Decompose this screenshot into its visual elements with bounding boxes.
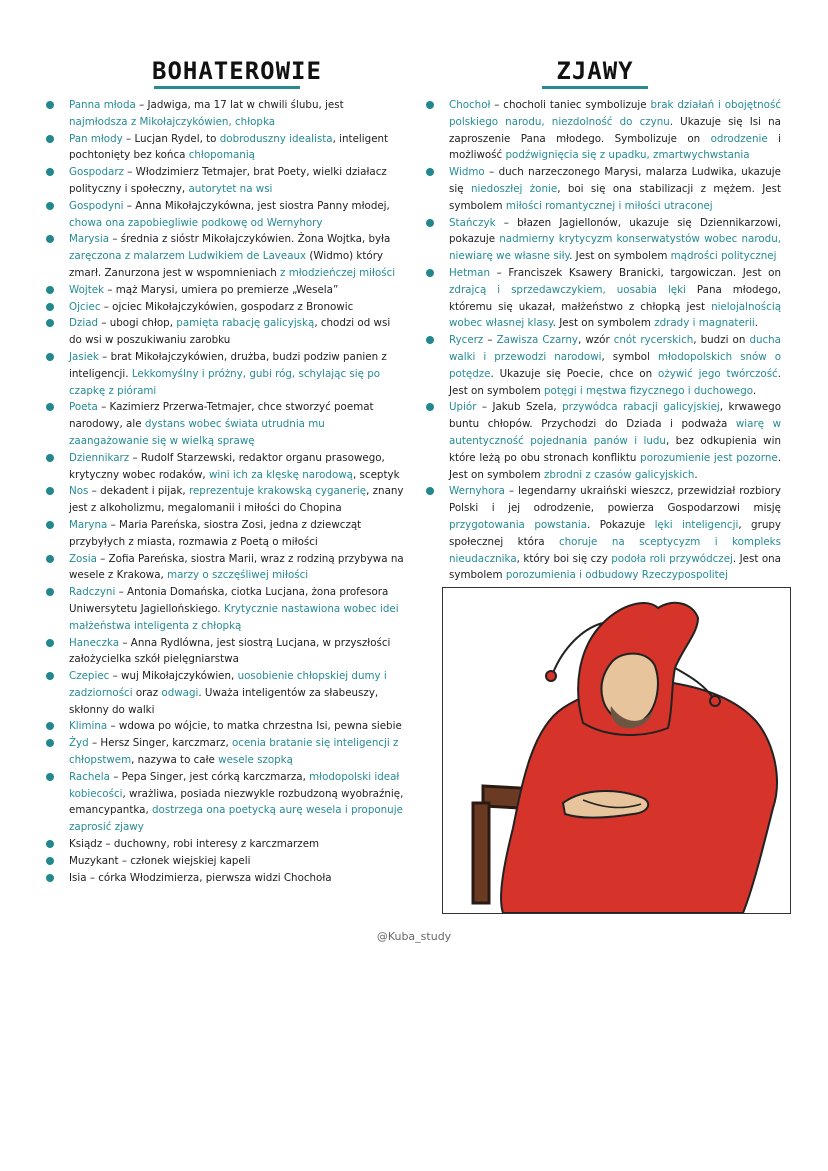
character-entry <box>46 718 404 735</box>
highlighted-text: porozumienia i odbudowy Rzeczypospolitej <box>505 569 728 582</box>
entry-text: – błazen Jagiellonów, ukazuje się Dziennikarzowi, pokazuje <box>449 216 781 246</box>
entry-text: – <box>483 334 497 347</box>
bullet-dot <box>46 101 54 109</box>
bullet-dot <box>46 403 54 411</box>
entry-text: – Zofia Pareńska, siostra Marii, wraz z rodziną przybywa na wesele z Krakowa, <box>69 552 404 582</box>
bullet-dot <box>46 303 54 311</box>
entry-text: – Rudolf Starzewski, redaktor organu prasowego, krytyczny wobec rodaków, <box>69 451 385 481</box>
highlighted-text: brak działań i obojętność polskiego narodu, niezdolność do czynu <box>449 99 781 128</box>
entry-text: . Jest on symbolem <box>569 250 671 263</box>
entry-text: , który boi się czy <box>516 552 612 565</box>
entry-text: , bez odkupienia win które leżą po obu stronach konfliktu <box>449 434 781 464</box>
entry-name: Nos <box>69 485 89 498</box>
author-credit: @Kuba_study <box>376 930 452 943</box>
bullet-dot <box>46 773 54 781</box>
entry-name: Żyd <box>69 737 89 750</box>
heading-underline <box>154 86 300 89</box>
highlighted-text: zbrodni z czasów galicyjskich <box>543 468 695 481</box>
entry-name: Marysia <box>69 233 110 246</box>
highlighted-text: przywódca rabacji galicyjskiej <box>562 401 720 414</box>
bullet-dot <box>426 101 434 109</box>
entry-text: , sceptyk <box>353 468 400 481</box>
bullet-dot <box>46 874 54 882</box>
highlighted-text: nielojalnością wobec własnej klasy <box>449 300 781 330</box>
entry-name: Ksiądz <box>69 838 103 851</box>
apparition-entry <box>426 215 781 265</box>
highlighted-text: podźwignięcia się z upadku, zmartwychwstania <box>505 149 750 162</box>
apparition-entry <box>426 265 781 332</box>
highlighted-text: odwagi <box>161 686 199 699</box>
highlighted-text: zdrady i magnaterii <box>654 317 755 330</box>
entry-name: Rycerz <box>449 334 484 347</box>
entry-name: Wojtek <box>69 283 105 296</box>
entry-name: Maryna <box>69 518 108 531</box>
apparitions-heading-text: ZJAWY <box>556 57 634 85</box>
entry-text: – Hersz Singer, karczmarz, <box>88 737 232 750</box>
entry-text: . <box>694 468 698 481</box>
entry-text: , budzi on <box>693 334 750 347</box>
character-entry <box>46 584 404 634</box>
entry-name: Dziad <box>69 317 99 330</box>
entry-name: Jasiek <box>69 350 99 363</box>
entry-name: Klimina <box>69 720 108 733</box>
entry-text: – legendarny ukraiński wieszcz, przewidział rozbiory Polski i jej odrodzenie, powierza Gospodarzowi misję <box>449 485 781 515</box>
entry-text: – Anna Rydlówna, jest siostrą Lucjana, w przyszłości założycielka szkół pielęgniarstwa <box>69 636 391 666</box>
entry-name: Wernyhora <box>449 485 505 498</box>
entry-name: Gospodyni <box>69 199 124 212</box>
entry-text: , inteligent pochtonięty bez końca <box>69 132 389 162</box>
entry-text: . <box>752 384 757 397</box>
entry-name: Upiór <box>449 401 477 414</box>
bullet-dot <box>46 739 54 747</box>
highlighted-text: mądrości politycznej <box>670 250 777 263</box>
apparitions-heading <box>542 57 648 89</box>
character-entry <box>46 668 404 718</box>
highlighted-text: ożywić jego twórczość <box>658 367 778 380</box>
hands <box>563 791 648 818</box>
entry-name: Zosia <box>69 552 97 565</box>
apparition-entry <box>426 483 781 584</box>
characters-heading-text: BOHATEROWIE <box>152 57 322 85</box>
entry-name: Rachela <box>69 770 110 783</box>
bullet-dot <box>46 319 54 327</box>
character-entry <box>46 450 404 484</box>
entry-text: . <box>754 317 759 330</box>
entry-name: Dziennikarz <box>69 451 130 464</box>
highlighted-text: choruje na sceptycyzm i kompleks nieudacznika <box>449 535 782 565</box>
entry-name: Muzykant <box>69 854 119 867</box>
entry-text: . Jest on symbolem <box>449 451 781 481</box>
characters-heading <box>152 57 322 89</box>
highlighted-text: młodopolskich snów o potędze <box>449 350 782 380</box>
entry-text: – mąż Marysi, umiera po premierze „Wesela” <box>104 283 339 296</box>
entry-text: . Pokazuje <box>587 518 655 531</box>
bullet-dot <box>426 487 434 495</box>
entry-text: – ubogi chłop, <box>98 317 177 330</box>
bullet-dot <box>46 521 54 529</box>
entry-name: Czepiec <box>69 670 110 683</box>
bullet-dot <box>46 168 54 176</box>
entry-text: . Ukazuje się Isi na zaproszenie Pana młodego. Symbolizuje on <box>449 115 781 145</box>
character-entry <box>46 198 404 232</box>
highlighted-text: cnót rycerskich <box>613 334 694 347</box>
highlighted-text: Lekkomyślny i próżny, gubi róg, schylając się po czapkę z piórami <box>69 367 381 397</box>
face <box>601 654 657 723</box>
entry-text: . Jest ona symbolem <box>449 552 781 582</box>
entry-text: – Antonia Domańska, ciotka Lucjana, żona profesora Uniwersytetu Jagiellońskiego. <box>69 586 389 615</box>
entry-text: , grupy społecznej która <box>449 518 781 548</box>
bullet-dot <box>426 269 434 277</box>
entry-text: , krwawego buntu chłopów. Przychodzi do Dziada i podważa <box>449 401 781 431</box>
entry-text: – członek wiejskiej kapeli <box>118 854 251 867</box>
character-entry <box>46 551 404 585</box>
entry-name: Haneczka <box>69 636 120 649</box>
apparition-entry <box>426 164 781 214</box>
character-entry <box>46 97 404 131</box>
highlighted-text: niedoszłej żonie <box>470 182 558 195</box>
entry-text: i możliwość <box>449 132 781 162</box>
entry-text: , wzór <box>577 334 614 347</box>
entry-name: Isia <box>69 871 87 884</box>
highlighted-text: Zawisza Czarny <box>496 334 578 347</box>
bullet-dot <box>46 202 54 210</box>
bullet-dot <box>46 487 54 495</box>
highlighted-text: dostrzega ona poetycką aurę wesela i proponuje zaprosić zjawy <box>69 804 403 834</box>
character-entry <box>46 853 404 870</box>
highlighted-text: nadmierny krytycyzm konserwatystów wobec narodu, niewiarę we własne siły <box>449 233 782 263</box>
jester-drawing <box>443 588 790 913</box>
character-entry <box>46 769 404 836</box>
entry-text: – Włodzimierz Tetmajer, brat Poety, wielki działacz polityczny i społeczny, <box>69 166 387 195</box>
highlighted-text: z młodzieńczej miłości <box>280 266 396 279</box>
highlighted-text: przygotowania powstania <box>449 518 587 531</box>
apparition-entry <box>426 399 781 483</box>
bullet-dot <box>426 336 434 344</box>
character-entry <box>46 735 404 769</box>
entry-text: – Franciszek Ksawery Branicki, targowiczan. Jest on <box>489 266 781 279</box>
entry-text: – wdowa po wójcie, to matka chrzestna Isi, pewna siebie <box>107 720 402 733</box>
highlighted-text: chłopomanią <box>188 149 255 162</box>
entry-text: . Jest on symbolem <box>449 367 782 397</box>
character-entry <box>46 315 404 349</box>
entry-name: Widmo <box>449 166 485 179</box>
entry-text: – Jakub Szela, <box>476 401 563 414</box>
entry-text: – chocholi taniec symbolizuje <box>490 99 651 111</box>
highlighted-text: miłości romantycznej i miłości utraconej <box>505 199 713 212</box>
heading-underline <box>542 86 648 89</box>
highlighted-text: wiarę w autentyczność pojednania panów i ludu <box>449 418 781 447</box>
highlighted-text: dystans wobec świata utrudnia mu zaangażowanie się w wielką sprawę <box>69 418 325 447</box>
entry-name: Pan młody <box>69 132 123 145</box>
highlighted-text: autorytet na wsi <box>188 182 273 195</box>
character-entry <box>46 231 404 281</box>
entry-text: – wuj Mikołajczykówien, <box>109 670 238 683</box>
highlighted-text: Krytycznie nastawiona wobec idei małżeństwa inteligenta z chłopką <box>69 602 399 632</box>
entry-text: , symbol <box>601 350 658 363</box>
bullet-dot <box>46 857 54 865</box>
character-entry <box>46 517 404 551</box>
apparition-entry <box>426 97 781 164</box>
bullet-dot <box>426 219 434 227</box>
highlighted-text: młodopolski ideał kobiecości <box>69 770 400 800</box>
entry-text: Pana młodego, któremu się ukazał, małżeństwo z chłopką jest <box>449 283 781 313</box>
entry-text: , nazywa to całe <box>131 754 219 767</box>
bullet-dot <box>46 286 54 294</box>
entry-name: Gospodarz <box>69 166 124 179</box>
entry-name: Chochoł <box>449 99 491 111</box>
bullet-dot <box>46 454 54 462</box>
highlighted-text: chowa ona zapobiegliwie podkowę od Wernyhory <box>69 216 323 229</box>
entry-name: Panna młoda <box>69 99 136 111</box>
character-entry <box>46 164 404 198</box>
apparitions-list <box>426 97 781 584</box>
highlighted-text: odrodzenie <box>710 132 768 145</box>
apparition-entry <box>426 332 781 399</box>
entry-text: – dekadent i pijak, <box>88 485 189 498</box>
highlighted-text: najmłodsza z Mikołajczykówien, chłopka <box>69 115 276 128</box>
highlighted-text: zdrajcą i sprzedawczykiem, uosabia lęki <box>449 283 686 296</box>
highlighted-text: marzy o szczęśliwej miłości <box>167 569 309 582</box>
entry-text: – Kazimierz Przerwa-Tetmajer, chce stworzyć poemat narodowy, ale <box>69 401 374 431</box>
highlighted-text: podoła roli przywódczej <box>611 552 733 565</box>
bullet-dot <box>46 722 54 730</box>
character-entry <box>46 282 404 299</box>
entry-text: – brat Mikołajczykówien, drużba, budzi podziw panien z inteligencji. <box>69 350 387 380</box>
entry-text: , chodzi od wsi do wsi w poszukiwaniu zarobku <box>69 317 391 347</box>
entry-text: . Ukazuje się Poecie, chce on <box>490 367 659 380</box>
bullet-dot <box>46 555 54 563</box>
entry-text: – córka Włodzimierza, pierwsza widzi Chochoła <box>86 871 332 884</box>
highlighted-text: lęki inteligencji <box>654 518 739 531</box>
entry-text: – ojciec Mikołajczykówien, gospodarz z Bronowic <box>100 300 354 313</box>
entry-name: Poeta <box>69 401 98 414</box>
entry-name: Hetman <box>449 266 490 279</box>
bullet-dot <box>46 353 54 361</box>
jester-illustration <box>442 587 791 914</box>
entry-text: – Pepa Singer, jest córką karczmarza, <box>109 770 310 783</box>
entry-text: , wrażliwa, posiada niezwykle rozbudzoną wyobraźnię, emancypantka, <box>69 787 404 817</box>
highlighted-text: reprezentuje krakowską cyganerię <box>188 485 367 498</box>
highlighted-text: zaręczona z malarzem Ludwikiem de Laveaux <box>69 250 307 263</box>
character-entry <box>46 870 404 887</box>
highlighted-text: porozumienie jest pozorne <box>640 451 778 464</box>
entry-text: oraz <box>132 686 162 699</box>
bullet-dot <box>46 135 54 143</box>
character-entry <box>46 299 404 316</box>
entry-text: – Jadwiga, ma 17 lat w chwili ślubu, jest <box>135 99 344 111</box>
entry-text: – duchowny, robi interesy z karczmarzem <box>102 838 320 851</box>
entry-text: – Lucjan Rydel, to <box>122 132 220 145</box>
bullet-dot <box>46 672 54 680</box>
entry-text: (Widmo) który zmarł. Zanurzona jest w wspomnieniach <box>69 250 384 279</box>
entry-text: , boi się ona stabilizacji z mężem. Jest symbolem <box>449 182 781 212</box>
highlighted-text: potęgi i męstwa fizycznego i duchowego <box>543 384 753 397</box>
entry-text: , znany jest z alkoholizmu, megalomanii i miłości do Chopina <box>69 485 404 515</box>
character-entry <box>46 836 404 853</box>
highlighted-text: uosobienie chłopskiej dumy i zadziorności <box>69 670 387 699</box>
entry-text: . Jest on symbolem <box>552 317 655 330</box>
characters-list <box>46 97 404 886</box>
entry-text: – Maria Pareńska, siostra Zosi, jedna z dziewcząt przybyłych z miasta, rozmawia z Poetą o miłości <box>69 518 362 548</box>
character-entry <box>46 483 404 517</box>
entry-name: Radczyni <box>69 586 116 599</box>
entry-text: – duch narzeczonego Marysi, malarza Ludwika, ukazuje się <box>449 166 781 195</box>
character-entry <box>46 349 404 399</box>
bullet-dot <box>426 168 434 176</box>
highlighted-text: ocenia bratanie się inteligencji z chłopstwem <box>69 737 399 767</box>
entry-text: – Anna Mikołajczykówna, jest siostra Panny młodej, <box>123 199 390 212</box>
character-entry <box>46 131 404 165</box>
highlighted-text: ducha walki i przewodzi narodowi <box>449 334 781 363</box>
bullet-dot <box>46 588 54 596</box>
entry-text: . Uważa inteligentów za słabeuszy, skłonny do walki <box>69 686 379 716</box>
entry-name: Ojciec <box>69 300 101 313</box>
highlighted-text: wini ich za klęskę narodową <box>208 468 353 481</box>
bullet-dot <box>46 235 54 243</box>
character-entry <box>46 399 404 449</box>
highlighted-text: wesele szopką <box>218 754 293 767</box>
chair-leg <box>473 803 489 903</box>
bullet-dot <box>46 840 54 848</box>
highlighted-text: pamięta rabację galicyjską <box>176 317 315 330</box>
bullet-dot <box>426 403 434 411</box>
character-entry <box>46 635 404 669</box>
entry-name: Stańczyk <box>449 216 496 229</box>
entry-text: – średnia z sióstr Mikołajczykówien. Żona Wojtka, była <box>109 233 391 246</box>
highlighted-text: dobroduszny idealista <box>219 132 333 145</box>
bullet-dot <box>46 639 54 647</box>
